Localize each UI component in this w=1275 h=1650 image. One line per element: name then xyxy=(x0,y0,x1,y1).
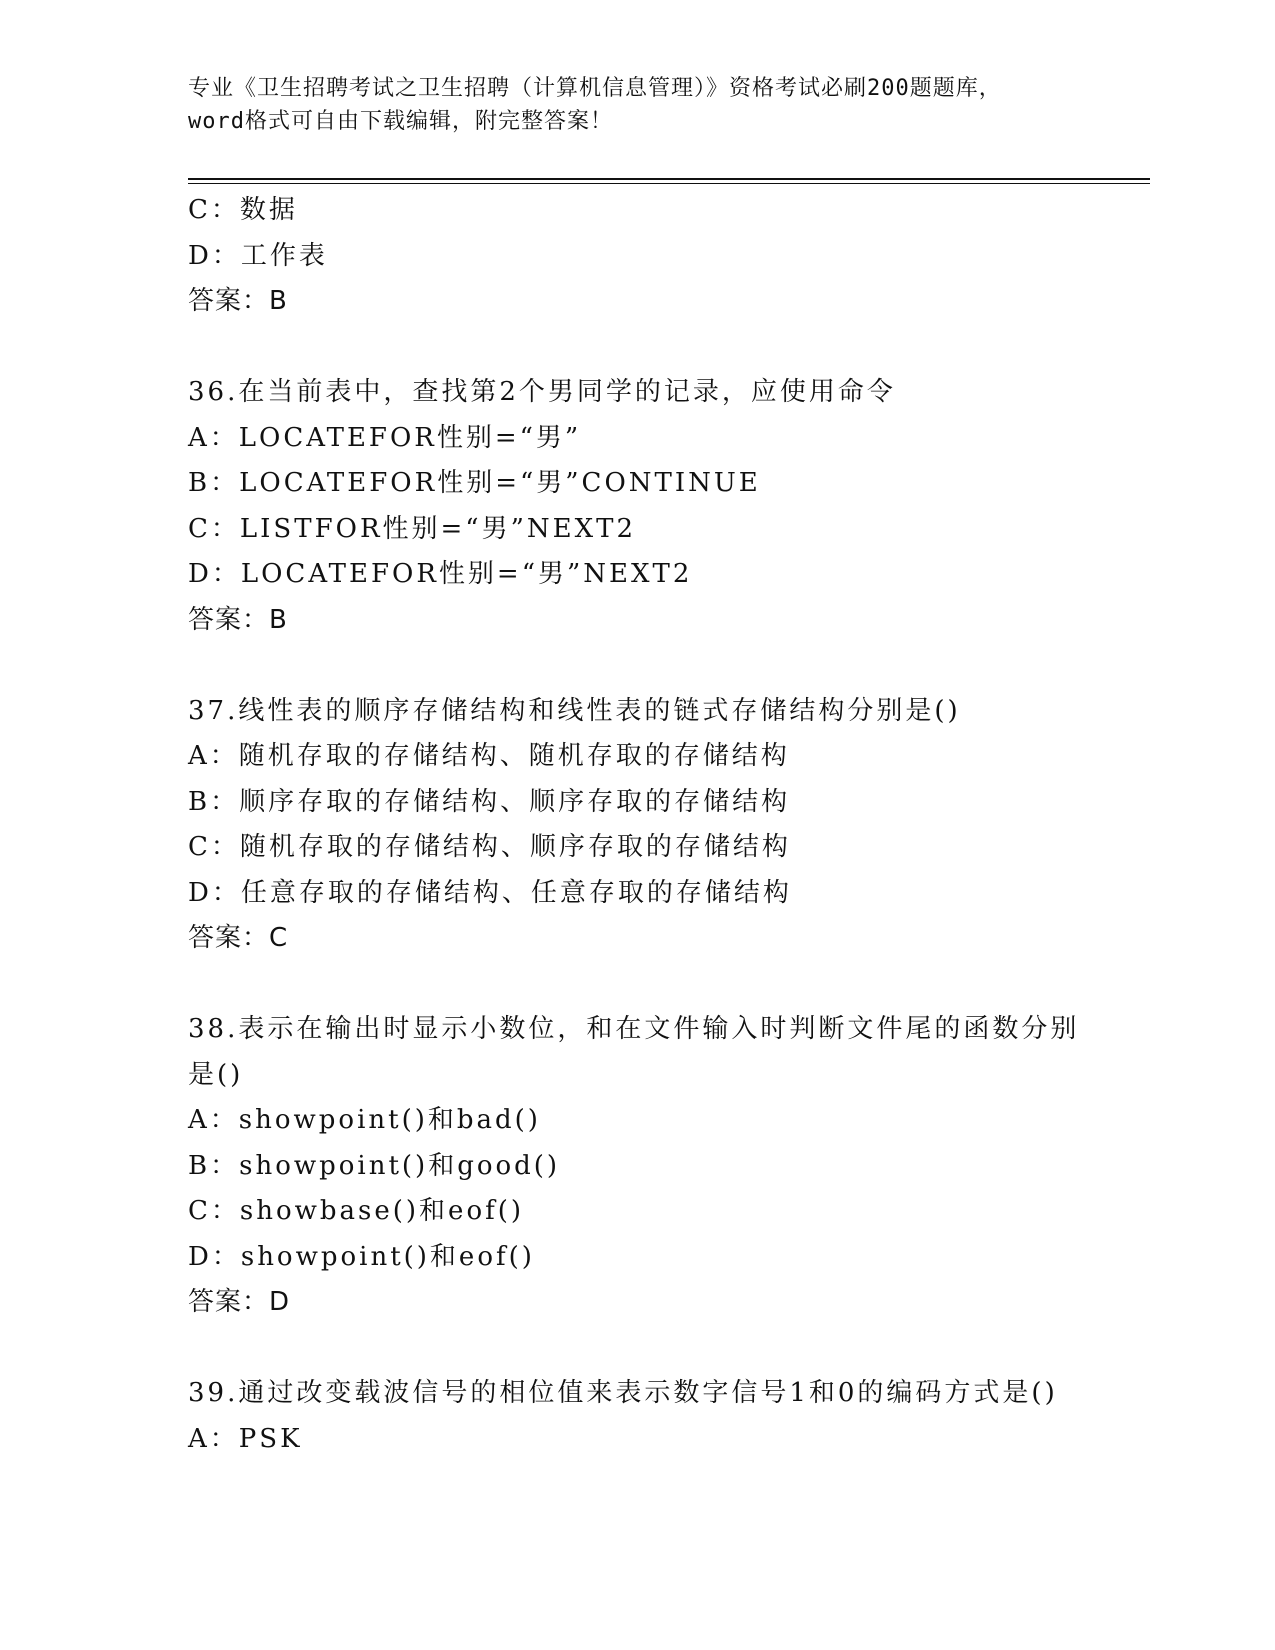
header-divider-thick xyxy=(188,178,1150,180)
question-stem: 36.在当前表中，查找第2个男同学的记录，应使用命令 xyxy=(188,377,896,407)
option-line: C：LISTFOR性别=“男”NEXT2 xyxy=(188,513,637,544)
document-header xyxy=(188,72,1088,138)
answer-line: 答案：D xyxy=(188,1287,291,1317)
option-line: D：LOCATEFOR性别=“男”NEXT2 xyxy=(188,559,693,589)
option-line: C：数据 xyxy=(188,195,298,225)
question-stem: 38.表示在输出时显示小数位，和在文件输入时判断文件尾的函数分别是() xyxy=(188,1014,1080,1090)
option-line: B：showpoint()和good() xyxy=(188,1150,561,1181)
header-divider-thin xyxy=(188,183,1150,184)
answer-line: 答案：B xyxy=(188,286,288,316)
option-line: A：PSK xyxy=(188,1423,303,1454)
answer-line: 答案：C xyxy=(188,923,289,953)
question-stem: 39.通过改变载波信号的相位值来表示数字信号1和0的编码方式是() xyxy=(188,1378,1058,1408)
header-line-2: word格式可自由下载编辑，附完整答案！ xyxy=(188,109,613,134)
option-line: A：LOCATEFOR性别=“男” xyxy=(188,422,582,453)
spacer xyxy=(188,643,1088,689)
spacer xyxy=(188,962,1088,1008)
option-line: D：工作表 xyxy=(188,240,328,271)
question-stem: 37.线性表的顺序存储结构和线性表的链式存储结构分别是() xyxy=(188,695,961,726)
spacer xyxy=(188,1326,1088,1372)
answer-line: 答案：B xyxy=(188,604,288,635)
option-line: B：顺序存取的存储结构、顺序存取的存储结构 xyxy=(188,786,791,817)
option-line: C：随机存取的存储结构、顺序存取的存储结构 xyxy=(188,832,791,862)
option-line: B：LOCATEFOR性别=“男”CONTINUE xyxy=(188,468,761,498)
option-line: D：任意存取的存储结构、任意存取的存储结构 xyxy=(188,877,792,908)
header-line-1: 专业《卫生招聘考试之卫生招聘（计算机信息管理）》资格考试必刷200题题库， xyxy=(188,76,1002,101)
option-line: A：showpoint()和bad() xyxy=(188,1105,541,1135)
option-line: D：showpoint()和eof() xyxy=(188,1241,535,1272)
spacer xyxy=(188,325,1088,371)
option-line: A：随机存取的存储结构、随机存取的存储结构 xyxy=(188,741,790,771)
question-list xyxy=(188,188,1088,1462)
option-line: C：showbase()和eof() xyxy=(188,1196,525,1226)
